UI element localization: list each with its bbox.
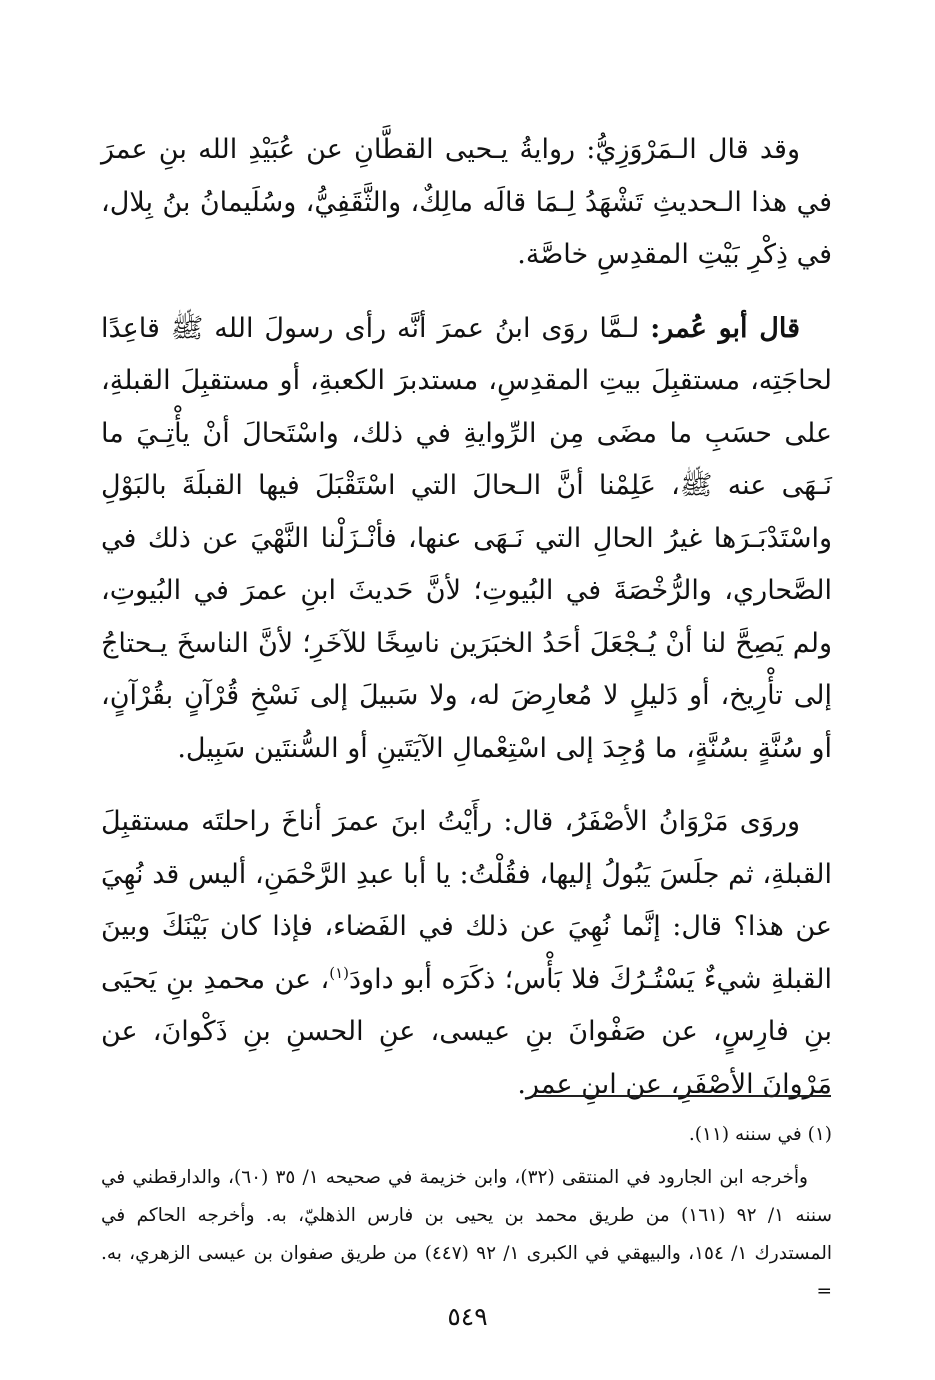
paragraph-3-tail: ، عن محمدِ بنِ يَحيَى بنِ فارِسٍ، عن صَفْوانَ بنِ عيسى، عنِ الحسنِ بنِ ذَكْوانَ، عن مَرْوانَ الأصْفَرِ، عن ابنِ عمر. [101,963,832,1100]
footnote-1: (١) في سننه (١١). [688,1124,832,1145]
paragraph-2 [101,303,832,776]
paragraph-3 [101,796,832,1111]
footnote-divider [533,1095,831,1097]
footnote-1-continued: وأخرجه ابن الجارود في المنتقى (٣٢)، وابن خزيمة في صحيحه ١/ ٣٥ (٦٠)، والدارقطني في سننه ١/ ٩٢ (١٦١) من طريق محمد بن يحيى بن فارس الذهليّ، به. وأخرجه الحاكم في المستدرك ١/ ١٥٤، والبيهقي في الكبرى ١/ ٩٢ (٤٤٧) من طريق صفوان بن عيسى الزهري، به. = [101,1167,833,1302]
main-text [101,124,832,1132]
paragraph-3-text: وروَى مَرْوَانُ الأصْفَرُ، قال: رأَيْتُ ابنَ عمرَ أناخَ راحلتَه مستقبِلَ القبلةِ، ثم جلَسَ يَبُولُ إليها، فقُلْتُ: يا أبا عبدِ الرَّحْمَنِ، أليس قد نُهِيَ عن هذا؟ قال: إنَّما نُهِيَ عن ذلك في الفَضاء، فإذا كان بَيْنَكَ وبينَ القبلةِ شيءٌ يَسْتُـرُكَ فلا بَأْس؛ ذكَرَه أبو داودَ [101,806,833,995]
paragraph-2-lead: قال أبو عُمر: [650,312,800,344]
footnote-marker[interactable]: (١) [329,963,350,982]
paragraph-1-text: وقد قال الـمَرْوَزِيُّ: روايةُ يـحيى القطَّانِ عن عُبَيْدِ الله بنِ عمرَ في هذا الـحديثِ تَشْهَدُ لِـمَا قالَه مالِكٌ، والثَّقَفِيُّ، وسُلَيمانُ بنُ بِلال، في ذِكْرِ بَيْتِ المقدِسِ خاصَّة. [101,134,832,270]
page-number: ٥٤٩ [447,1302,488,1331]
paragraph-1 [101,124,832,282]
paragraph-2-text: لـمَّا روَى ابنُ عمرَ أنَّه رأى رسولَ الله ﷺ قاعِدًا لحاجَتِه، مستقبِلَ بيتِ المقدِسِ، مستدبرَ الكعبةِ، أو مستقبِلَ القبلةِ، على حسَبِ ما مضَى مِن الرِّوايةِ في ذلك، واسْتَحالَ أنْ يأْتِـيَ ما نَـهَى عنه ﷺ، عَلِمْنا أنَّ الـحالَ التي اسْتَقْبَلَ فيها القبلَةَ بالبَوْلِ واسْتَدْبَـرَها غيرُ الحالِ التي نَـهَى عنها، فأنْـزَلْنا النَّهْيَ عن ذلك في الصَّحاري، والرُّخْصَةَ في البُيوتِ؛ لأنَّ حَديثَ ابنِ عمرَ في البُيوتِ، ولم يَصِحَّ لنا أنْ يُـجْعَلَ أحَدُ الخبَرَين ناسِخًا للآخَرِ؛ لأنَّ الناسخَ يـحتاجُ إلى تأْرِيخ، أو دَليلٍ لا مُعارِضَ له، ولا سَبيلَ إلى نَسْخِ قُرْآنٍ بقُرْآنٍ، أو سُنَّةٍ بسُنَّةٍ، ما وُجِدَ إلى اسْتِعْمالِ الآيَتَينِ أو السُّنتَين سَبِيل. [101,312,832,764]
footnotes [101,1116,832,1316]
